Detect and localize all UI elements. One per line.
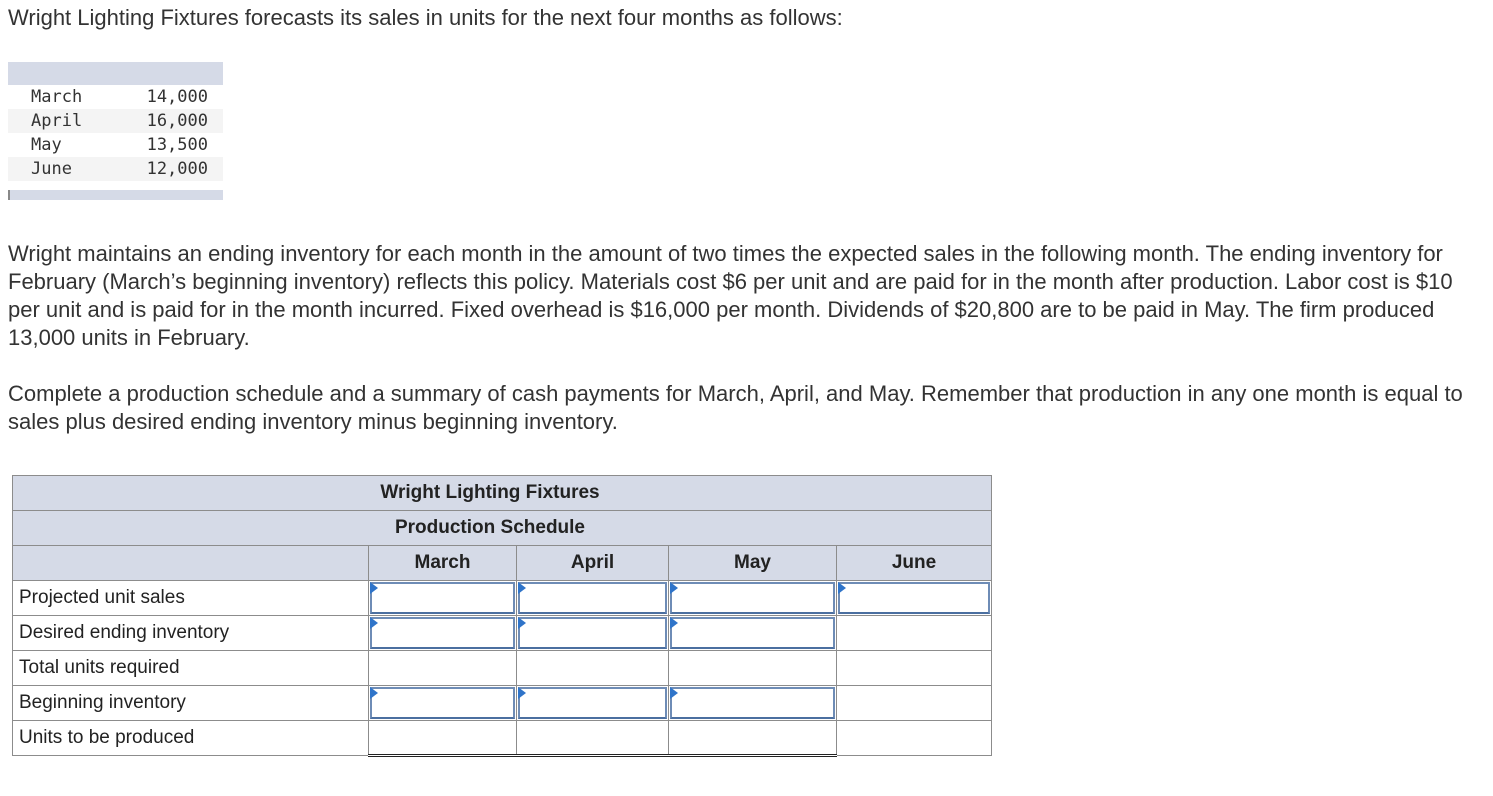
cell-units-produced-april (517, 721, 669, 756)
row-label-total-units-required: Total units required (13, 651, 369, 686)
table-row (13, 651, 992, 686)
table-row (13, 686, 992, 721)
instructions-paragraph: Complete a production schedule and a summary of cash payments for March, April, and May. Remember that production in any one month is equal to sales plus desired ending inventory minus beginning inventory. (8, 381, 1463, 434)
cell-projected-sales-may (669, 581, 837, 616)
cell-projected-sales-march (369, 581, 517, 616)
column-header-march: March (369, 546, 517, 581)
schedule-title: Production Schedule (13, 511, 992, 546)
input-projected-sales-april[interactable] (518, 582, 667, 614)
table-row (13, 721, 992, 756)
forecast-row (8, 85, 223, 109)
forecast-footer-bar (8, 190, 223, 200)
schedule-header-blank (13, 546, 369, 581)
forecast-header-bar (8, 62, 223, 85)
forecast-table-body (8, 85, 223, 181)
input-beginning-inventory-april[interactable] (518, 687, 667, 719)
problem-paragraph: Wright maintains an ending inventory for each month in the amount of two times the expected sales in the following month. The ending inventory for February (March’s beginning inventory) reflects this policy. Materials cost $6 per unit and are paid for in the month after production. Labor cost is $10 per unit and is paid for in the month incurred. Fixed overhead is $16,000 per month. Dividends of $20,800 are to be paid in May. The firm produced 13,000 units in February. (8, 241, 1453, 350)
table-row (13, 616, 992, 651)
row-label-units-to-be-produced: Units to be produced (13, 721, 369, 756)
cell-ending-inventory-may (669, 616, 837, 651)
forecast-row (8, 133, 223, 157)
cell-projected-sales-april (517, 581, 669, 616)
production-schedule-table (12, 475, 992, 757)
cell-total-required-march (369, 651, 517, 686)
input-projected-sales-june[interactable] (838, 582, 990, 614)
cell-units-produced-march (369, 721, 517, 756)
input-beginning-inventory-may[interactable] (670, 687, 835, 719)
column-header-may: May (669, 546, 837, 581)
cell-ending-inventory-june (837, 616, 992, 651)
row-label-beginning-inventory: Beginning inventory (13, 686, 369, 721)
forecast-row (8, 109, 223, 133)
table-row (13, 581, 992, 616)
cell-beginning-inventory-june (837, 686, 992, 721)
intro-text: Wright Lighting Fixtures forecasts its sales in units for the next four months as follows: (8, 5, 843, 30)
forecast-month: May (31, 135, 62, 155)
forecast-units: 13,500 (146, 135, 208, 155)
cell-beginning-inventory-march (369, 686, 517, 721)
row-label-desired-ending-inventory: Desired ending inventory (13, 616, 369, 651)
schedule-company-name: Wright Lighting Fixtures (13, 476, 992, 511)
input-beginning-inventory-march[interactable] (370, 687, 515, 719)
cell-total-required-april (517, 651, 669, 686)
cell-units-produced-may (669, 721, 837, 756)
cell-total-required-june (837, 651, 992, 686)
input-ending-inventory-march[interactable] (370, 617, 515, 649)
input-ending-inventory-may[interactable] (670, 617, 835, 649)
forecast-month: April (8, 109, 111, 133)
forecast-row (8, 157, 223, 181)
sales-forecast-table (8, 62, 223, 200)
input-projected-sales-may[interactable] (670, 582, 835, 614)
forecast-month: June (8, 157, 111, 181)
column-header-april: April (517, 546, 669, 581)
column-header-june: June (837, 546, 992, 581)
input-ending-inventory-april[interactable] (518, 617, 667, 649)
cell-projected-sales-june (837, 581, 992, 616)
forecast-month: March (31, 87, 83, 107)
cell-beginning-inventory-april (517, 686, 669, 721)
forecast-units: 16,000 (111, 109, 223, 133)
forecast-units: 12,000 (111, 157, 223, 181)
row-label-projected-unit-sales: Projected unit sales (13, 581, 369, 616)
input-projected-sales-march[interactable] (370, 582, 515, 614)
cell-total-required-may (669, 651, 837, 686)
cell-beginning-inventory-may (669, 686, 837, 721)
cell-ending-inventory-april (517, 616, 669, 651)
forecast-units: 14,000 (146, 87, 208, 107)
cell-ending-inventory-march (369, 616, 517, 651)
cell-units-produced-june (837, 721, 992, 756)
